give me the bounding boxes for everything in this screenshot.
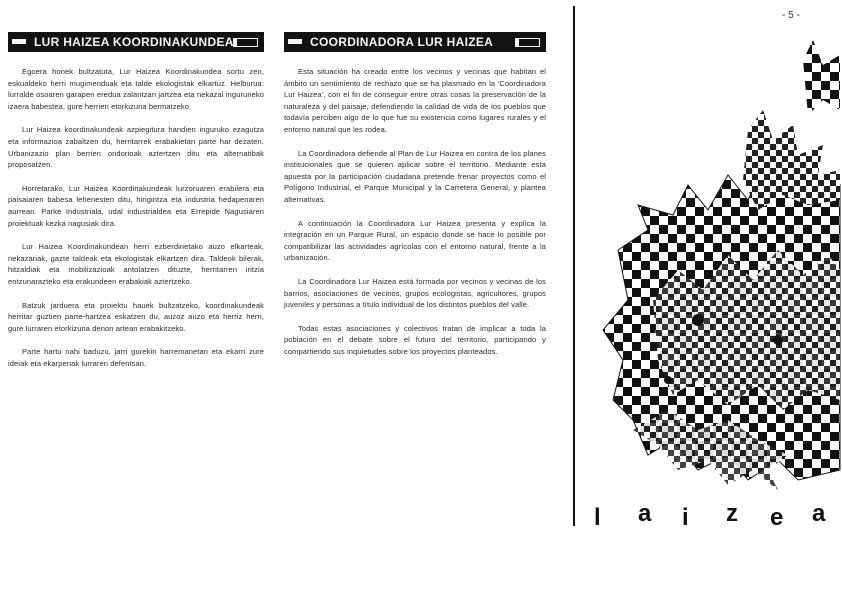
spanish-column bbox=[284, 32, 546, 369]
section-heading-basque: LUR HAIZEA KOORDINAKUNDEA bbox=[8, 32, 264, 52]
paragraph: Horretarako, Lur Haizea Koordinakundeak lurzoruaren erabilera eta paisaiaren babesa lehenesten ditu, hirigintza eta industria hedapenaren aurrean. Parke Industriala, udal industrialdea eta Errepide Nagusiaren proiektuak kezka nagusiak dira. bbox=[8, 183, 264, 228]
cover-letter: i bbox=[682, 504, 689, 531]
cover-letter: a bbox=[812, 500, 826, 527]
paragraph: Lur Haizea Koordinakundean herri ezberdinetako auzo elkarteak, nekazariak, gazte taldeak eta ekologistak elkartzen dira. Taldeok bilerak, hitzaldiak eta mobilizazioak antolatzen dituzte, herritarren iritzia entzunarazteko eta erakundeen erabakiak aztertzeko. bbox=[8, 242, 264, 286]
cover-letter: z bbox=[726, 500, 738, 527]
section-heading-spanish: COORDINADORA LUR HAIZEA bbox=[284, 32, 546, 52]
cover-panel bbox=[566, 0, 842, 596]
paragraph: La Coordinadora Lur Haizea está formada por vecinos y vecinas de los barrios, asociaciones de vecinos, grupos ecologistas, agricultores, grupos juveniles y personas a título individual de los distintos pueblos del valle. bbox=[284, 276, 546, 310]
paragraph: A continuación la Coordinadora Lur Haizea presenta y explica la integración en un Parque Rural, un espacio donde se hace lo posible por compatibilizar las actividades agrícolas con el entorno natural, frente a la urbanización. bbox=[284, 218, 546, 263]
basque-column bbox=[8, 32, 264, 381]
paragraph: Batzuk jarduera eta proiektu hauek bultzatzeko, koordinakundeak herritar guztien parte-hartzea eskatzen du, auzoz auzo eta herriz herri, gure lurraren etorkizuna denon artean erabakitzeko. bbox=[8, 300, 264, 333]
paragraph: Parte hartu nahi baduzu, jarri gurekin harremanetan eta ekarri zure ideiak eta ekarpenak lurraren defentsan. bbox=[8, 347, 264, 368]
page-number: - 5 - bbox=[782, 10, 800, 21]
paragraph: Lur Haizea koordinakundeak azpiegitura handien inguruko ezagutza eta informazioa zabaltzen du, herritarrek erabakietan parte har dezaten. Urbanizazio plan berrien ondorioak aztertzen ditu eta alternatibak proposatzen. bbox=[8, 125, 264, 170]
cover-letter: a bbox=[638, 500, 652, 527]
basque-body bbox=[8, 66, 264, 369]
cover-letter: e bbox=[770, 504, 784, 531]
fold-line bbox=[573, 6, 575, 526]
paragraph: Esta situación ha creado entre los vecinos y vecinas que habitan el ámbito un sentimiento de rechazo que se ha plasmado en la 'Coordinadora Lur Haizea', con el fin de conseguir entre otras cosas la preservación de la naturaleza y del paisaje, defendiendo la calidad de vida de los pueblos que todavía perciben algo de lo que fue su existencia como lugares rurales y el entorno natural que les rodea. bbox=[284, 67, 546, 134]
cover-letters bbox=[580, 494, 842, 534]
paragraph: Egoera honek bultzatuta, Lur Haizea Koordinakundea sortu zen, eskualdeko herri mugimenduak eta talde ekologistak elkartuz. Helburua: lurralde osoaren garapen eredua zalantzan jartzea eta nekazal inguruneko izaera babestea, gure herrien etorkizuna bermatzeko. bbox=[8, 67, 264, 111]
paragraph: Todas estas asociaciones y colectivos tratan de implicar a toda la población en el debate sobre el futuro del territorio, participando y compartiendo sus inquietudes sobre los proyectos planteados. bbox=[284, 323, 546, 356]
cover-letter: l bbox=[594, 504, 601, 531]
paragraph: La Coordinadora defiende al Plan de Lur Haizea en contra de los planes institucionales que se quieren aplicar sobre el territorio. Mediante esta apuesta por la participación ciudadana pretende frenar proyectos como el Polígono Industrial, el Parque Municipal y la Carretera General, y plantea alternativas. bbox=[284, 148, 546, 204]
spanish-body bbox=[284, 66, 546, 357]
